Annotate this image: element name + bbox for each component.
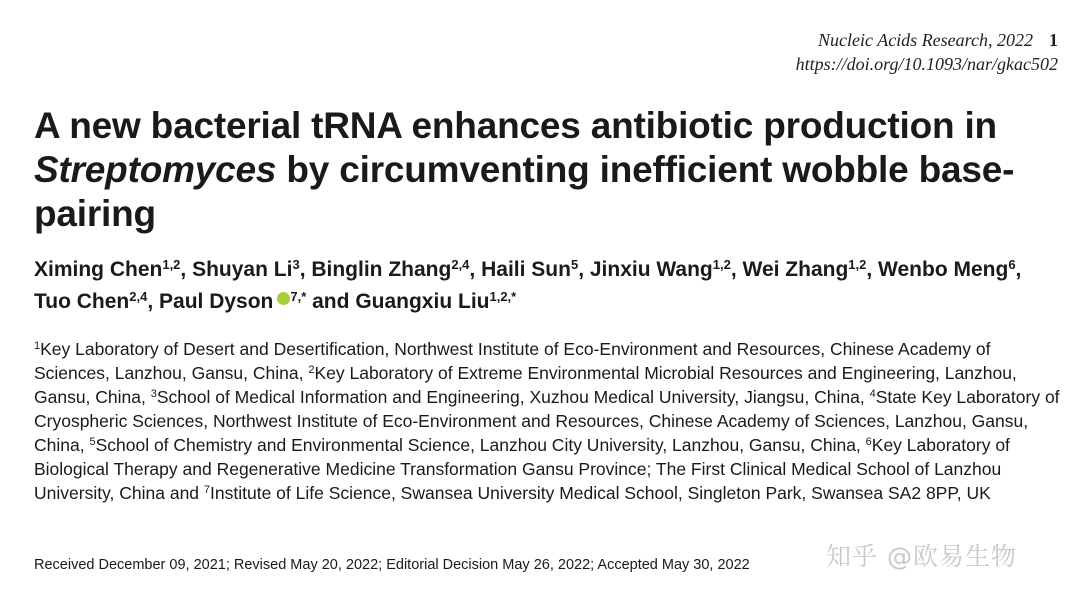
journal-header bbox=[796, 28, 1058, 76]
author-name[interactable]: Jinxiu Wang bbox=[589, 258, 713, 281]
affiliation-number: 4 bbox=[869, 388, 876, 400]
affiliation-number: 7 bbox=[203, 484, 211, 496]
affiliation-text: State Key Laboratory of Cryospheric Sciences, Northwest Institute of Eco-Environment and Resources, Chinese Academy of Sciences, Lanzhou, Gansu, China, bbox=[34, 387, 1060, 455]
author-entry bbox=[743, 258, 879, 281]
author-entry bbox=[159, 290, 355, 313]
author-entry bbox=[192, 258, 311, 281]
author-affiliation-marker: 2,4 bbox=[451, 257, 470, 272]
author-affiliation-marker: 1,2 bbox=[162, 257, 181, 272]
affiliation-number: 1 bbox=[34, 340, 41, 352]
author-affiliation-marker: 5 bbox=[570, 257, 579, 272]
affiliation-text: School of Chemistry and Environmental Science, Lanzhou City University, Lanzhou, Gansu, China, bbox=[95, 435, 866, 455]
author-name[interactable]: Haili Sun bbox=[481, 258, 571, 281]
author-name[interactable]: Wenbo Meng bbox=[878, 258, 1009, 281]
author-affiliation-marker: 6 bbox=[1008, 257, 1016, 272]
author-entry bbox=[355, 290, 516, 313]
author-affiliation-marker: 2,4 bbox=[129, 289, 148, 304]
affiliation-entry bbox=[151, 387, 870, 407]
author-list bbox=[34, 254, 1064, 318]
author-name[interactable]: Wei Zhang bbox=[742, 258, 849, 281]
received-dates: Received December 09, 2021; Revised May 20, 2022; Editorial Decision May 26, 2022; Accepted May 30, 2022 bbox=[34, 557, 750, 573]
affiliation-text: Key Laboratory of Desert and Desertification, Northwest Institute of Eco-Environment and Resources, Chinese Academy of Sciences, Lanzhou, Gansu, China, bbox=[34, 339, 991, 383]
title-italic-genus: Streptomyces bbox=[34, 149, 277, 190]
author-affiliation-marker: 1,2 bbox=[712, 257, 731, 272]
author-entry bbox=[34, 258, 192, 281]
author-separator: , bbox=[299, 258, 312, 281]
author-separator: , bbox=[469, 258, 482, 281]
affiliation-text: Institute of Life Science, Swansea University Medical School, Singleton Park, Swansea SA2 8PP, UK bbox=[210, 483, 991, 503]
affiliation-list bbox=[34, 337, 1064, 505]
doi-link[interactable]: https://doi.org/10.1093/nar/gkac502 bbox=[795, 54, 1058, 74]
author-separator: , bbox=[730, 258, 743, 281]
author-separator: , bbox=[866, 258, 879, 281]
author-entry bbox=[590, 258, 743, 281]
affiliation-number: 2 bbox=[308, 364, 315, 376]
author-entry bbox=[481, 258, 590, 281]
author-name[interactable]: Paul Dyson bbox=[159, 290, 274, 313]
affiliation-number: 5 bbox=[89, 436, 96, 448]
author-entry bbox=[878, 258, 1021, 281]
paper-title bbox=[34, 104, 1064, 236]
journal-name-year: Nucleic Acids Research, 2022 bbox=[818, 30, 1033, 50]
author-separator: , bbox=[147, 290, 160, 313]
affiliation-entry bbox=[89, 435, 865, 455]
affiliation-text: Key Laboratory of Extreme Environmental Microbial Resources and Engineering, Lanzhou, Gansu, China, bbox=[34, 363, 1017, 407]
author-separator: and bbox=[306, 290, 356, 313]
author-name[interactable]: Tuo Chen bbox=[34, 290, 130, 313]
page-number: 1 bbox=[1049, 30, 1058, 50]
author-affiliation-marker: 1,2 bbox=[848, 257, 867, 272]
zhihu-watermark: 知乎 @欧易生物 bbox=[826, 542, 1017, 571]
author-separator: , bbox=[1015, 258, 1022, 281]
affiliation-text: Key Laboratory of Biological Therapy and Regenerative Medicine Transformation Gansu Province; The First Clinical Medical School of Lanzhou University, China and bbox=[34, 435, 1010, 503]
affiliation-text: School of Medical Information and Engineering, Xuzhou Medical University, Jiangsu, China, bbox=[156, 387, 870, 407]
author-separator: , bbox=[180, 258, 193, 281]
orcid-icon[interactable] bbox=[277, 292, 290, 305]
title-part-2: by circumventing inefficient wobble base-pairing bbox=[34, 149, 1015, 234]
affiliation-number: 3 bbox=[150, 388, 157, 400]
title-part-1: A new bacterial tRNA enhances antibiotic production in bbox=[34, 105, 997, 146]
author-entry bbox=[34, 290, 159, 313]
author-affiliation-marker: 3 bbox=[292, 257, 300, 272]
author-affiliation-marker: 1,2,* bbox=[489, 289, 517, 304]
author-name[interactable]: Binglin Zhang bbox=[311, 258, 452, 281]
author-separator: , bbox=[578, 258, 590, 281]
author-entry bbox=[311, 258, 481, 281]
affiliation-entry bbox=[204, 483, 991, 503]
affiliation-number: 6 bbox=[865, 436, 872, 448]
author-name[interactable]: Guangxiu Liu bbox=[355, 290, 490, 313]
author-name[interactable]: Shuyan Li bbox=[192, 258, 293, 281]
author-name[interactable]: Ximing Chen bbox=[34, 258, 163, 281]
author-affiliation-marker: 7,* bbox=[290, 289, 307, 304]
journal-citation-line bbox=[796, 28, 1058, 52]
